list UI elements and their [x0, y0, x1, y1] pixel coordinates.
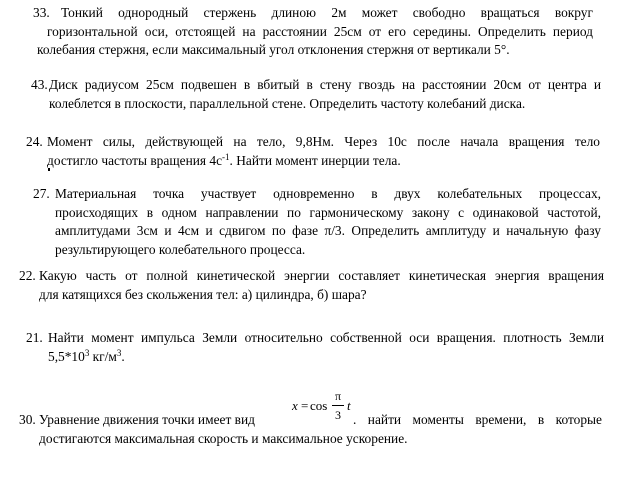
problem-text-line: Тонкий однородный стержень длиною 2м может свободно вращаться вокруг [61, 5, 593, 20]
formula-t: t [347, 398, 351, 413]
problem-number: 33. [33, 5, 50, 20]
problem-text-line: достигло частоты вращения $4с^{-1}$. Найти момент инерции тела. [47, 151, 401, 168]
scan-speck [48, 168, 50, 171]
problem-33 [33, 4, 593, 64]
problem-text-line: Уравнение движения точки имеет вид . найти моменты времени, в которые [39, 412, 602, 427]
problem-text-line: колебания стержня, если максимальный угол отклонения стержня от вертикали 5°. [37, 42, 510, 57]
problem-text-line: Момент силы, действующей на тело, 9,8Нм. Через 10с после начала вращения тело [47, 134, 600, 149]
problem-21 [26, 329, 604, 369]
problem-text-line: колеблется в плоскости, параллельной стене. Определить частоту колебаний диска. [49, 95, 526, 111]
formula-x: x [292, 398, 298, 413]
problem-text-line: достигаются максимальная скорость и максимальное ускорение. [39, 430, 408, 446]
formula-fraction [332, 389, 344, 422]
problem-number: 30. [19, 412, 36, 427]
problem-number: 43. [31, 77, 48, 92]
problem-text-line: горизонтальной оси, отстоящей на расстоянии 25см от его середины. Определить период [47, 23, 593, 39]
problem-text-line: результирующего колебательного процесса. [55, 241, 306, 257]
problem-number: 21. [26, 330, 43, 345]
problem-43 [31, 76, 601, 116]
problem-text-line: Материальная точка участвует одновременно в двух колебательных процессах, [55, 186, 601, 201]
problem-22 [19, 267, 604, 307]
formula-numerator: π [334, 389, 342, 403]
problem-24 [26, 133, 600, 173]
fraction-bar [332, 405, 344, 406]
problem-text-line: происходящих в одном направлении по гармоническому закону с одинаковой частотой, [55, 204, 601, 220]
problem-27 [33, 185, 601, 261]
motion-equation-formula [292, 389, 354, 429]
problem-number: 24. [26, 134, 43, 149]
problem-number: 27. [33, 186, 50, 201]
problem-text-line: Найти момент импульса Земли относительно собственной оси вращения. плотность Земли [48, 330, 604, 345]
problem-text-line: для катящихся без скольжения тел: а) цилиндра, б) шара? [39, 286, 367, 302]
problem-text-line: $5,5*10^3$ $кг/м^3$. [48, 347, 125, 364]
formula-cos: cos [310, 398, 328, 413]
problem-number: 22. [19, 268, 36, 283]
formula-equals: = [301, 398, 309, 413]
problem-text-line: Диск радиусом 25см подвешен в вбитый в стену гвоздь на расстоянии 20см от центра и [49, 77, 601, 92]
problem-text-line: Какую часть от полной кинетической энергии составляет кинетическая энергия вращения [39, 268, 604, 283]
problem-text-line: амплитудами 3см и 4см и сдвигом по фазе π/3. Определить амплитуду и начальную фазу [55, 223, 601, 238]
formula-denominator: 3 [335, 408, 341, 422]
